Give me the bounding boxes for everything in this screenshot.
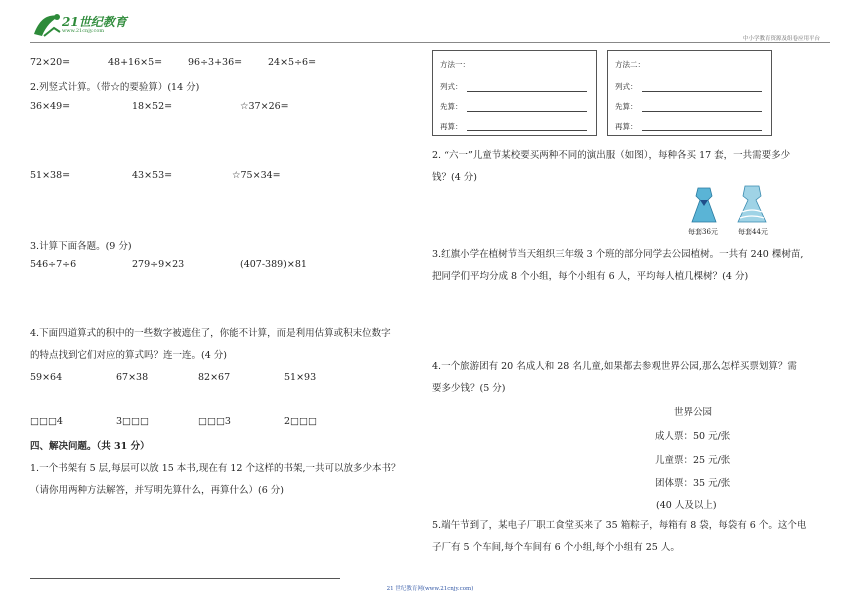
dress1-icon bbox=[686, 186, 722, 226]
ticket-group-note: (40 人及以上) bbox=[656, 500, 717, 511]
q4-result-4: 2□□□ bbox=[284, 416, 317, 427]
q4-expr-1: 59×64 bbox=[30, 372, 63, 383]
method2-title: 方法二： bbox=[615, 60, 645, 69]
p4-line1: 4.一个旅游团有 20 名成人和 28 名儿童,如果都去参观世界公园,那么怎样买票划算？需 bbox=[432, 361, 797, 372]
q4-expr-4: 51×93 bbox=[284, 372, 317, 383]
method2-row-1: 列式： bbox=[615, 82, 638, 91]
ticket-group: 团体票：35 元/张 bbox=[655, 478, 731, 489]
q2-r2-3: ☆75×34= bbox=[232, 170, 281, 181]
row0-item-2: 48+16×5= bbox=[108, 57, 163, 68]
row0-item-3: 96÷3+36= bbox=[188, 57, 243, 68]
park-title: 世界公园 bbox=[674, 407, 713, 418]
footer-text[interactable]: 21 世纪教育网(www.21cnjy.com) bbox=[386, 586, 474, 592]
ticket-child: 儿童票：25 元/张 bbox=[655, 455, 731, 466]
q4-result-3: □□□3 bbox=[198, 416, 231, 427]
method2-row-2: 先算： bbox=[615, 102, 638, 111]
dress1-price: 每套36元 bbox=[688, 228, 718, 236]
method1-title: 方法一： bbox=[440, 60, 470, 69]
q4-result-1: □□□4 bbox=[30, 416, 63, 427]
q4-line2: 的特点找到它们对应的算式吗？连一连。(4 分) bbox=[30, 350, 227, 361]
q2-r2-2: 43×53= bbox=[132, 170, 173, 181]
q3-item-1: 546÷7÷6 bbox=[30, 259, 77, 270]
ticket-adult: 成人票：50 元/张 bbox=[655, 431, 731, 442]
q4-expr-2: 67×38 bbox=[116, 372, 149, 383]
method1-line-1 bbox=[467, 91, 587, 92]
method1-line-3 bbox=[467, 130, 587, 131]
method2-line-1 bbox=[642, 91, 762, 92]
logo-subtext: www.21cnjy.com bbox=[62, 28, 105, 34]
method1-line-2 bbox=[467, 111, 587, 112]
p1-line2: （请你用两种方法解答，并写明先算什么，再算什么）(6 分) bbox=[30, 485, 284, 496]
dress2-price: 每套44元 bbox=[738, 228, 768, 236]
p5-line2: 子厂有 5 个车间,每个车间有 6 个小组,每个小组有 25 人。 bbox=[432, 542, 680, 553]
q2-r2-1: 51×38= bbox=[30, 170, 71, 181]
q3-title: 3.计算下面各题。(9 分) bbox=[30, 241, 132, 252]
q2-title: 2.列竖式计算。（带☆的要验算）(14 分) bbox=[30, 82, 200, 93]
method1-row-3: 再算： bbox=[440, 122, 463, 131]
q4-line1: 4.下面四道算式的积中的一些数字被遮住了，你能不计算，而是利用估算或积末位数字 bbox=[30, 328, 391, 339]
logo-text: 21世纪教育 bbox=[62, 15, 127, 29]
p5-line1: 5.端午节到了，某电子厂职工食堂买来了 35 箱粽子，每箱有 8 袋，每袋有 6 个。这个电 bbox=[432, 520, 807, 531]
p1-line1: 1.一个书架有 5 层,每层可以放 15 本书,现在有 12 个这样的书架,一共可以放多少本书？ bbox=[30, 463, 401, 474]
p2-line2: 钱？(4 分) bbox=[432, 172, 477, 183]
header-divider bbox=[30, 42, 830, 43]
row0-item-1: 72×20= bbox=[30, 57, 71, 68]
q2-r1-1: 36×49= bbox=[30, 101, 71, 112]
method1-row-1: 列式： bbox=[440, 82, 463, 91]
q4-expr-3: 82×67 bbox=[198, 372, 231, 383]
p4-line2: 要多少钱？(5 分) bbox=[432, 383, 506, 394]
q3-item-3: (407-389)×81 bbox=[240, 259, 307, 270]
q4-result-2: 3□□□ bbox=[116, 416, 149, 427]
p3-line1: 3.红旗小学在植树节当天组织三年级 3 个班的部分同学去公园植树。一共有 240 棵树苗, bbox=[432, 249, 804, 260]
q3-item-2: 279÷9×23 bbox=[132, 259, 185, 270]
p2-line1: 2. “六一”儿童节某校要买两种不同的演出服（如图），每种各买 17 套，一共需要多少 bbox=[432, 150, 791, 161]
dress2-icon bbox=[734, 184, 770, 226]
method1-box bbox=[432, 50, 597, 136]
section4-title: 四、解决问题。（共 31 分） bbox=[30, 441, 150, 452]
method1-row-2: 先算： bbox=[440, 102, 463, 111]
method2-line-2 bbox=[642, 111, 762, 112]
footer-divider bbox=[30, 578, 340, 579]
p3-line2: 把同学们平均分成 8 个小组，每个小组有 6 人，平均每人植几棵树？(4 分) bbox=[432, 271, 749, 282]
method2-row-3: 再算： bbox=[615, 122, 638, 131]
method2-box bbox=[607, 50, 772, 136]
header-site-name: 中小学教育资源及组卷应用平台 bbox=[742, 36, 820, 42]
q2-r1-2: 18×52= bbox=[132, 101, 173, 112]
row0-item-4: 24×5÷6= bbox=[268, 57, 317, 68]
q2-r1-3: ☆37×26= bbox=[240, 101, 289, 112]
method2-line-3 bbox=[642, 130, 762, 131]
